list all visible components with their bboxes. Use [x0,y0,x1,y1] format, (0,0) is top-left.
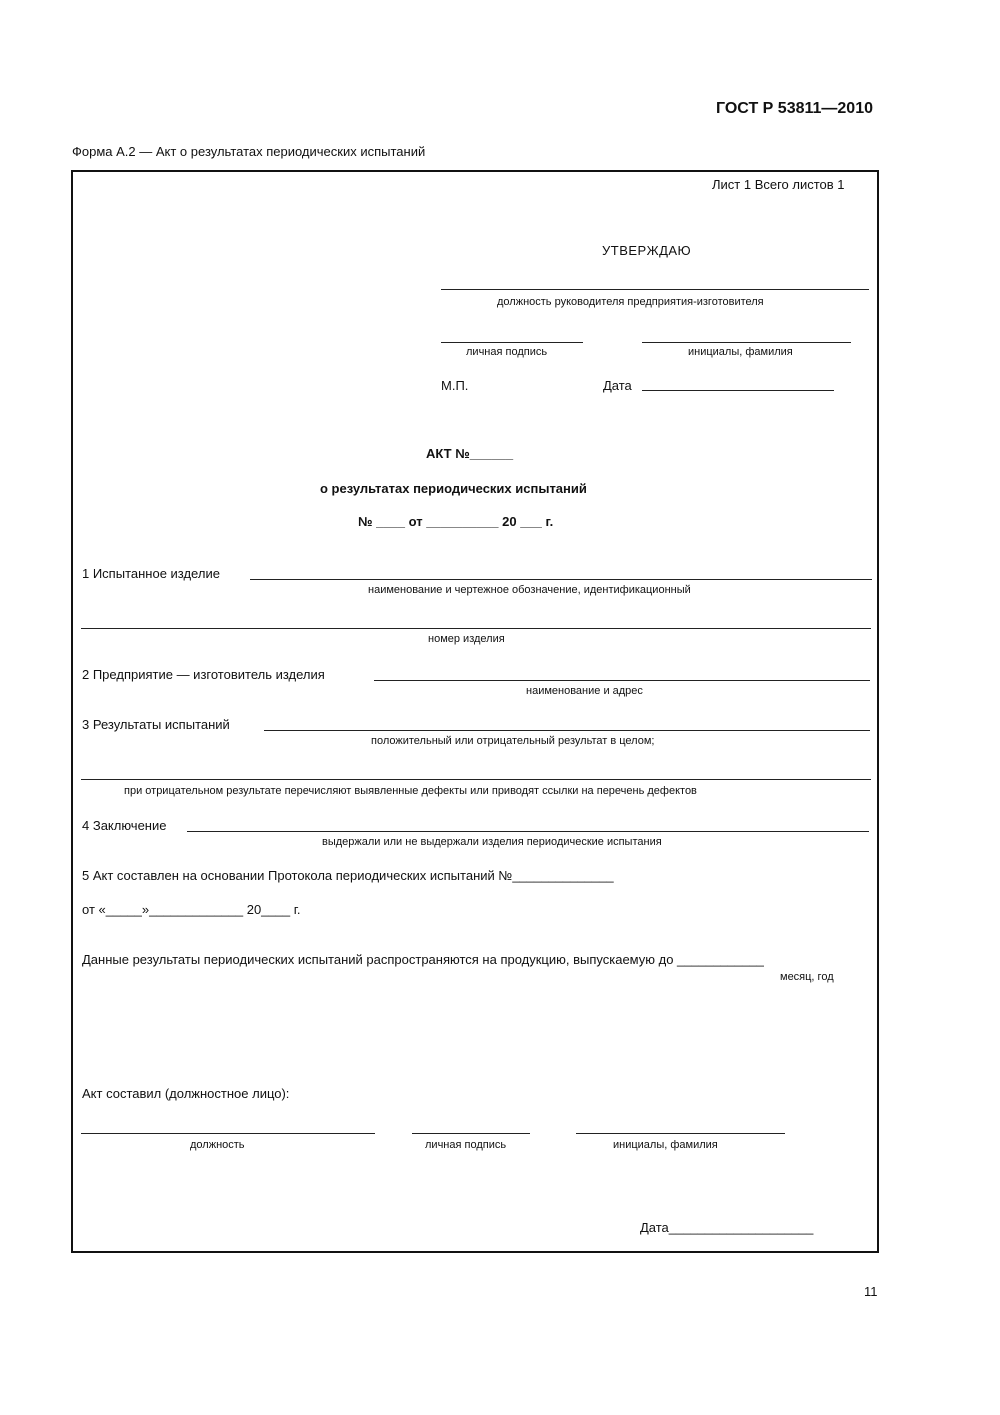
item1-label: 1 Испытанное изделие [82,566,220,581]
approve-name-hint: инициалы, фамилия [688,346,793,358]
compiled-signature-hint: личная подпись [425,1139,507,1151]
item3-hint-b: при отрицательном результате перечисляют выявленные дефекты или приводят ссылки на перечень дефектов [124,785,697,797]
approve-date-line[interactable] [642,390,834,391]
item1-hint-b: номер изделия [428,633,505,645]
approve-date-label: Дата [603,378,632,393]
stamp-label: М.П. [441,378,469,393]
item2-line[interactable] [374,680,870,681]
item1-line-2[interactable] [81,628,871,629]
item3-line-2[interactable] [81,779,871,780]
item4-hint: выдержали или не выдержали изделия периодические испытания [322,836,662,848]
approve-signature-line[interactable] [441,342,583,343]
item5-label: 5 Акт составлен на основании Протокола периодических испытаний №______________ [82,868,614,883]
standard-designation: ГОСТ Р 53811—2010 [716,100,873,117]
validity-text: Данные результаты периодических испытаний распространяются на продукцию, выпускаемую до ____________ [82,952,764,967]
form-caption: Форма А.2 — Акт о результатах периодических испытаний [72,144,426,159]
compiled-label: Акт составил (должностное лицо): [82,1086,290,1101]
item5-date: от «_____»_____________ 20____ г. [82,902,301,917]
approve-title: УТВЕРЖДАЮ [602,243,692,258]
item4-line[interactable] [187,831,869,832]
compiled-position-hint: должность [190,1139,245,1151]
act-number-line: № ____ от __________ 20 ___ г. [358,514,554,529]
item3-line[interactable] [264,730,870,731]
item1-line[interactable] [250,579,872,580]
validity-hint: месяц, год [780,971,834,983]
compiled-signature-line[interactable] [412,1133,530,1134]
sheet-info: Лист 1 Всего листов 1 [712,177,845,192]
approve-name-line[interactable] [642,342,851,343]
compiled-name-line[interactable] [576,1133,785,1134]
act-title: АКТ №______ [426,446,514,461]
page-number: 11 [864,1284,878,1299]
approve-signature-hint: личная подпись [466,346,548,358]
approve-position-hint: должность руководителя предприятия-изготовителя [497,296,764,308]
compiled-date: Дата____________________ [640,1220,814,1235]
approve-position-line[interactable] [441,289,869,290]
item3-label: 3 Результаты испытаний [82,717,230,732]
compiled-name-hint: инициалы, фамилия [613,1139,718,1151]
item2-hint: наименование и адрес [526,685,643,697]
item3-hint-a: положительный или отрицательный результат в целом; [371,735,655,747]
compiled-position-line[interactable] [81,1133,375,1134]
act-subtitle: о результатах периодических испытаний [320,481,587,496]
item1-hint-a: наименование и чертежное обозначение, идентификационный [368,584,691,596]
item4-label: 4 Заключение [82,818,167,833]
item2-label: 2 Предприятие — изготовитель изделия [82,667,325,682]
